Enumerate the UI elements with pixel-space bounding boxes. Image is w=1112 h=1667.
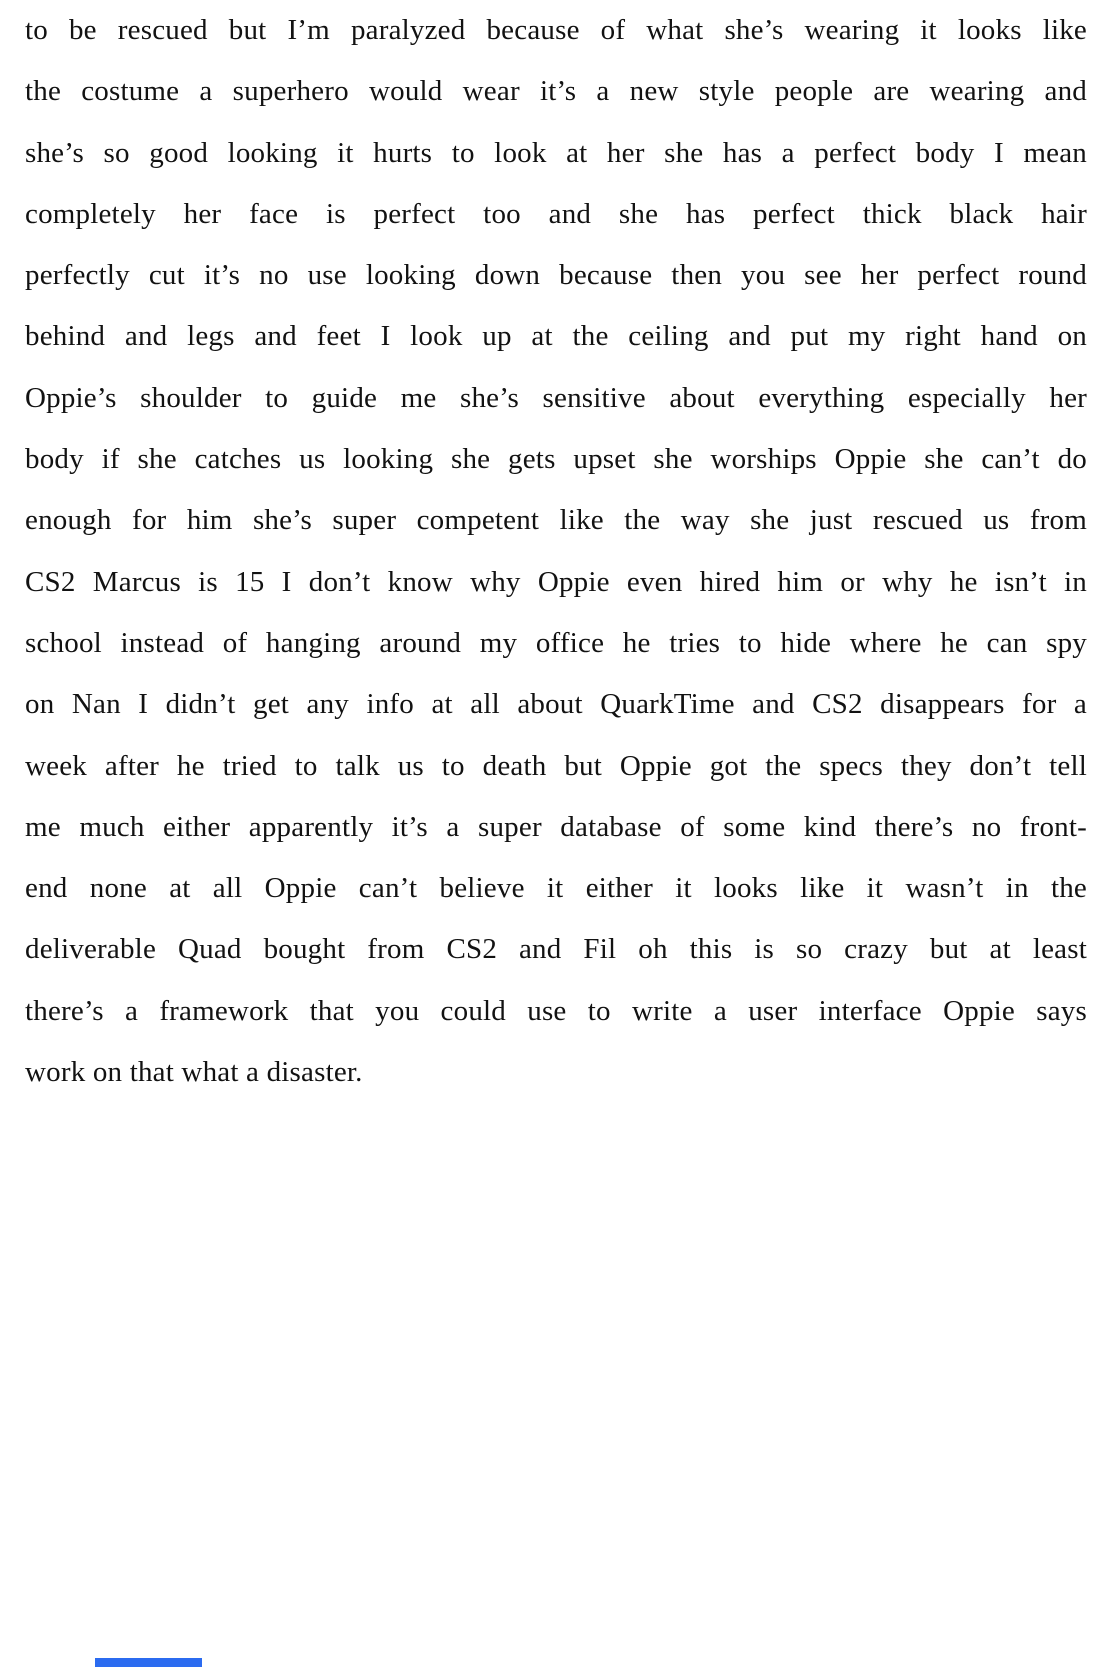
text-line: perfectly cut it’s no use looking down because then you see her perfect round xyxy=(25,259,1087,292)
text-line: Oppie’s shoulder to guide me she’s sensitive about everything especially her xyxy=(25,381,1087,414)
text-line: behind and legs and feet I look up at the ceiling and put my right hand on xyxy=(25,320,1087,353)
text-line: body if she catches us looking she gets upset she worships Oppie she can’t do xyxy=(25,443,1087,476)
text-line: the costume a superhero would wear it’s a new style people are wearing and xyxy=(25,75,1087,108)
text-line: CS2 Marcus is 15 I don’t know why Oppie even hired him or why he isn’t in xyxy=(25,565,1087,598)
text-line: end none at all Oppie can’t believe it either it looks like it wasn’t in the xyxy=(25,872,1087,905)
text-line: me much either apparently it’s a super database of some kind there’s no front- xyxy=(25,810,1087,843)
text-line: week after he tried to talk us to death but Oppie got the specs they don’t tell xyxy=(25,749,1087,782)
text-line: work on that what a disaster. xyxy=(25,1056,363,1089)
text-line: completely her face is perfect too and she has perfect thick black hair xyxy=(25,197,1087,230)
blue-indicator-bar[interactable] xyxy=(95,1658,202,1667)
text-line: she’s so good looking it hurts to look at her she has a perfect body I mean xyxy=(25,136,1087,169)
text-line: deliverable Quad bought from CS2 and Fil oh this is so crazy but at least xyxy=(25,933,1087,966)
text-line: there’s a framework that you could use to write a user interface Oppie says xyxy=(25,994,1087,1027)
text-line: to be rescued but I’m paralyzed because of what she’s wearing it looks like xyxy=(25,14,1087,46)
text-line: enough for him she’s super competent like the way she just rescued us from xyxy=(25,504,1087,537)
text-line: on Nan I didn’t get any info at all about QuarkTime and CS2 disappears for a xyxy=(25,688,1087,721)
text-line: school instead of hanging around my office he tries to hide where he can spy xyxy=(25,626,1087,659)
